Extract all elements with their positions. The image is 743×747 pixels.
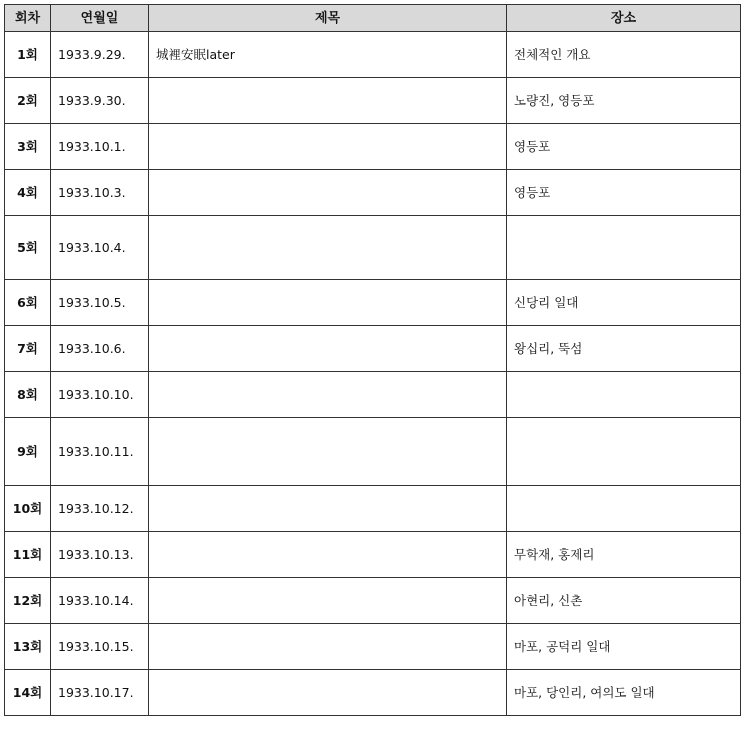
episode-title xyxy=(149,372,507,418)
episode-number: 8회 xyxy=(5,372,51,418)
episode-date: 1933.10.6. xyxy=(51,326,149,372)
episode-title xyxy=(149,326,507,372)
episode-date: 1933.10.13. xyxy=(51,532,149,578)
episode-number: 11회 xyxy=(5,532,51,578)
episode-place: 영등포 xyxy=(507,124,741,170)
episode-number: 10회 xyxy=(5,486,51,532)
episode-place xyxy=(507,372,741,418)
episode-number: 2회 xyxy=(5,78,51,124)
episode-date: 1933.10.11. xyxy=(51,418,149,486)
episode-place: 아현리, 신촌 xyxy=(507,578,741,624)
episode-place: 마포, 당인리, 여의도 일대 xyxy=(507,670,741,716)
episode-number: 13회 xyxy=(5,624,51,670)
table-row xyxy=(5,670,741,716)
episode-title xyxy=(149,280,507,326)
episode-title xyxy=(149,418,507,486)
table-row xyxy=(5,578,741,624)
table-row xyxy=(5,170,741,216)
episode-date: 1933.10.5. xyxy=(51,280,149,326)
table-row xyxy=(5,216,741,280)
episode-title xyxy=(149,578,507,624)
episode-title: 城裡安眠later xyxy=(149,32,507,78)
table-row xyxy=(5,418,741,486)
episode-number: 9회 xyxy=(5,418,51,486)
episode-place xyxy=(507,486,741,532)
table-row xyxy=(5,372,741,418)
episode-date: 1933.10.10. xyxy=(51,372,149,418)
episode-title xyxy=(149,624,507,670)
header-row xyxy=(5,5,741,32)
episode-number: 12회 xyxy=(5,578,51,624)
episode-number: 7회 xyxy=(5,326,51,372)
episode-date: 1933.10.14. xyxy=(51,578,149,624)
table-row xyxy=(5,624,741,670)
episode-place: 무학재, 홍제리 xyxy=(507,532,741,578)
table-row xyxy=(5,32,741,78)
table-row xyxy=(5,124,741,170)
header-title: 제목 xyxy=(149,5,507,32)
episode-title xyxy=(149,124,507,170)
episode-date: 1933.10.3. xyxy=(51,170,149,216)
episode-number: 1회 xyxy=(5,32,51,78)
episode-date: 1933.10.12. xyxy=(51,486,149,532)
episode-title xyxy=(149,170,507,216)
episode-number: 3회 xyxy=(5,124,51,170)
episode-number: 6회 xyxy=(5,280,51,326)
episode-date: 1933.10.4. xyxy=(51,216,149,280)
table-row xyxy=(5,326,741,372)
episode-place: 노량진, 영등포 xyxy=(507,78,741,124)
episode-place: 영등포 xyxy=(507,170,741,216)
table-row xyxy=(5,486,741,532)
table-row xyxy=(5,280,741,326)
episode-title xyxy=(149,532,507,578)
episode-number: 5회 xyxy=(5,216,51,280)
header-no: 회차 xyxy=(5,5,51,32)
episode-number: 4회 xyxy=(5,170,51,216)
episode-place: 신당리 일대 xyxy=(507,280,741,326)
header-date: 연월일 xyxy=(51,5,149,32)
episode-date: 1933.10.15. xyxy=(51,624,149,670)
header-place: 장소 xyxy=(507,5,741,32)
episode-place: 전체적인 개요 xyxy=(507,32,741,78)
episode-date: 1933.9.30. xyxy=(51,78,149,124)
episode-place: 마포, 공덕리 일대 xyxy=(507,624,741,670)
episode-title xyxy=(149,216,507,280)
episode-place xyxy=(507,418,741,486)
episode-title xyxy=(149,486,507,532)
table-row xyxy=(5,78,741,124)
episode-number: 14회 xyxy=(5,670,51,716)
episode-date: 1933.9.29. xyxy=(51,32,149,78)
episode-title xyxy=(149,78,507,124)
episode-date: 1933.10.1. xyxy=(51,124,149,170)
episode-place: 왕십리, 뚝섬 xyxy=(507,326,741,372)
episode-place xyxy=(507,216,741,280)
table-row xyxy=(5,532,741,578)
article-schedule-table xyxy=(4,4,741,716)
episode-title xyxy=(149,670,507,716)
episode-date: 1933.10.17. xyxy=(51,670,149,716)
